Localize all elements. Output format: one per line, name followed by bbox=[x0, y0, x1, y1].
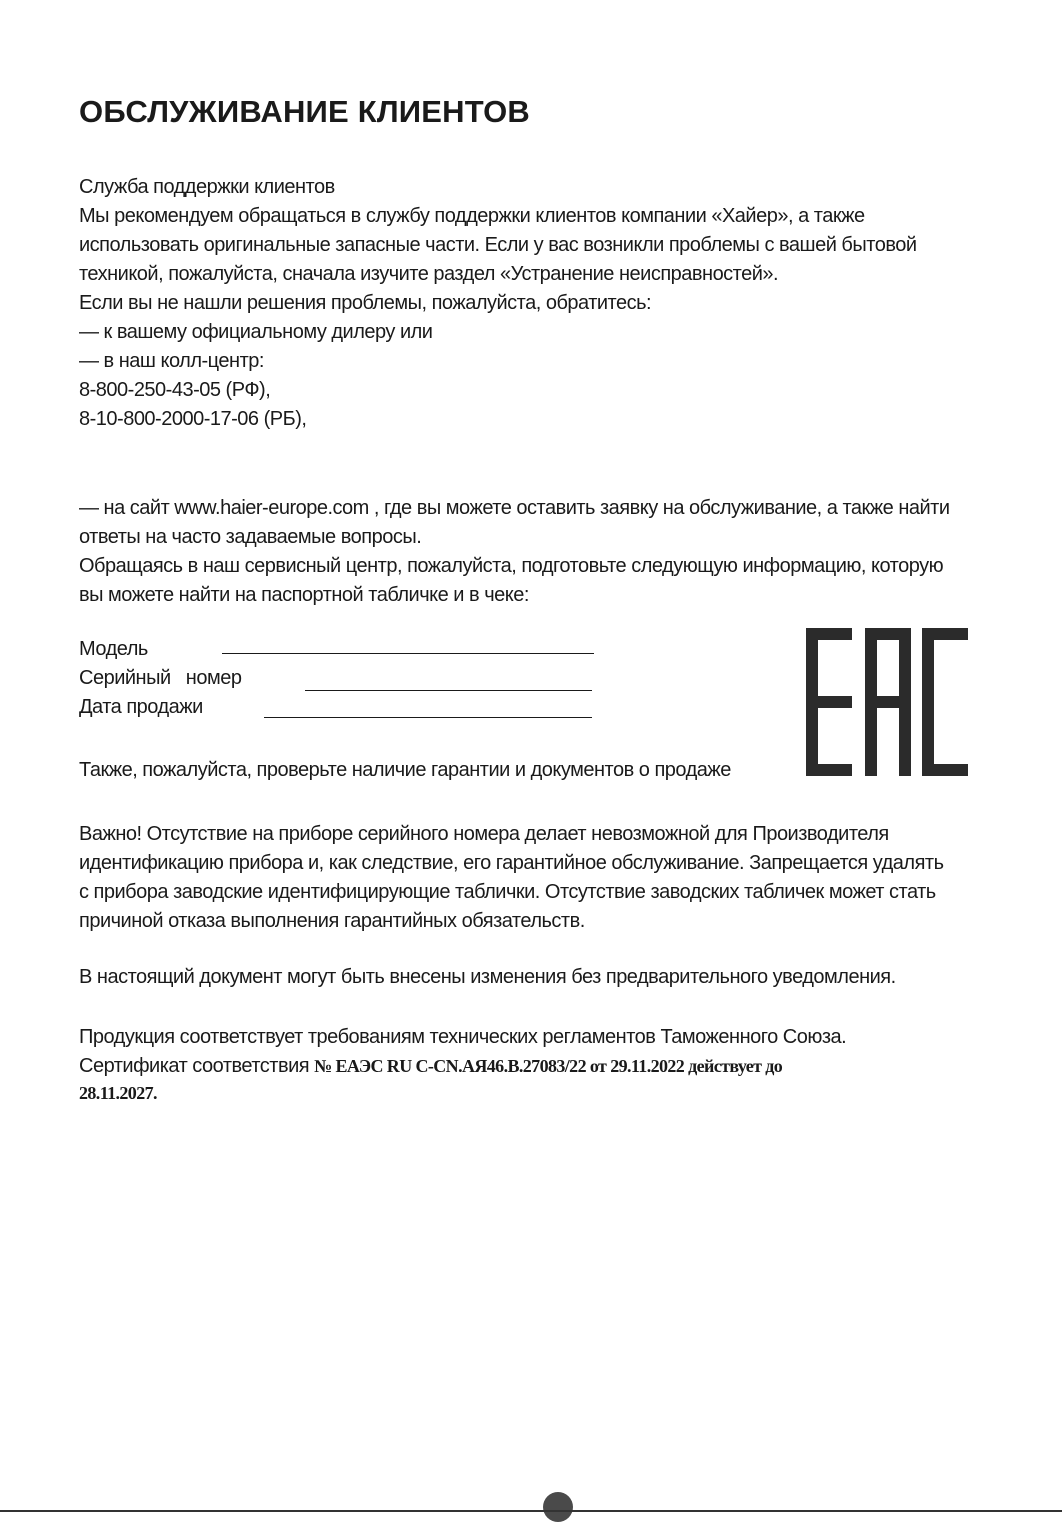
page-title: ОБСЛУЖИВАНИЕ КЛИЕНТОВ bbox=[79, 94, 531, 129]
sale-date-label: Дата продажи bbox=[79, 696, 203, 718]
model-label: Модель bbox=[79, 638, 148, 660]
website-line: — на сайт www.haier-europe.com , где вы можете оставить заявку на обслуживание, а также найти bbox=[79, 497, 950, 519]
important-line: идентификацию прибора и, как следствие, его гарантийное обслуживание. Запрещается удалять bbox=[79, 852, 944, 874]
check-note: Также, пожалуйста, проверьте наличие гарантии и документов о продаже bbox=[79, 759, 731, 781]
serial-field-line[interactable] bbox=[305, 690, 592, 691]
intro-line: Мы рекомендуем обращаться в службу поддержки клиентов компании «Хайер», а также bbox=[79, 205, 865, 227]
certificate-line: Продукция соответствует требованиям технических регламентов Таможенного Союза. bbox=[79, 1026, 847, 1048]
model-field-line[interactable] bbox=[222, 653, 594, 654]
intro-line: Если вы не нашли решения проблемы, пожалуйста, обратитесь: bbox=[79, 292, 652, 314]
website-line: Обращаясь в наш сервисный центр, пожалуйста, подготовьте следующую информацию, которую bbox=[79, 555, 944, 577]
intro-line: — в наш колл-центр: bbox=[79, 350, 264, 372]
website-line: вы можете найти на паспортной табличке и в чеке: bbox=[79, 584, 529, 606]
footer-divider bbox=[0, 1510, 1062, 1512]
phone-ru: 8-800-250-43-05 (РФ), bbox=[79, 379, 271, 401]
certificate-prefix: Сертификат соответствия bbox=[79, 1055, 315, 1077]
intro-section bbox=[79, 173, 989, 434]
certificate-line bbox=[79, 1052, 989, 1081]
eac-mark-icon bbox=[806, 628, 968, 776]
intro-line: использовать оригинальные запасные части. Если у вас возникли проблемы с вашей бытовой bbox=[79, 234, 917, 256]
website-line: ответы на часто задаваемые вопросы. bbox=[79, 526, 422, 548]
important-line: с прибора заводские идентифицирующие таблички. Отсутствие заводских табличек может стать bbox=[79, 881, 936, 903]
website-section bbox=[79, 494, 989, 610]
important-section bbox=[79, 820, 989, 936]
intro-line: — к вашему официальному дилеру или bbox=[79, 321, 433, 343]
certificate-validity: 28.11.2027. bbox=[79, 1083, 157, 1103]
certificate-number: № ЕАЭС RU C-CN.АЯ46.В.27083/22 от 29.11.2022 действует до bbox=[314, 1056, 783, 1076]
intro-line: Служба поддержки клиентов bbox=[79, 176, 335, 198]
page-marker bbox=[543, 1492, 573, 1522]
sale-date-field-line[interactable] bbox=[264, 717, 592, 718]
certificate-section bbox=[79, 1023, 989, 1105]
phone-by: 8-10-800-2000-17-06 (РБ), bbox=[79, 408, 307, 430]
intro-line: техникой, пожалуйста, сначала изучите раздел «Устранение неисправностей». bbox=[79, 263, 779, 285]
important-line: Важно! Отсутствие на приборе серийного номера делает невозможной для Производителя bbox=[79, 823, 889, 845]
changes-note: В настоящий документ могут быть внесены изменения без предварительного уведомления. bbox=[79, 966, 896, 988]
serial-label: Серийный номер bbox=[79, 667, 242, 689]
important-line: причиной отказа выполнения гарантийных обязательств. bbox=[79, 910, 585, 932]
